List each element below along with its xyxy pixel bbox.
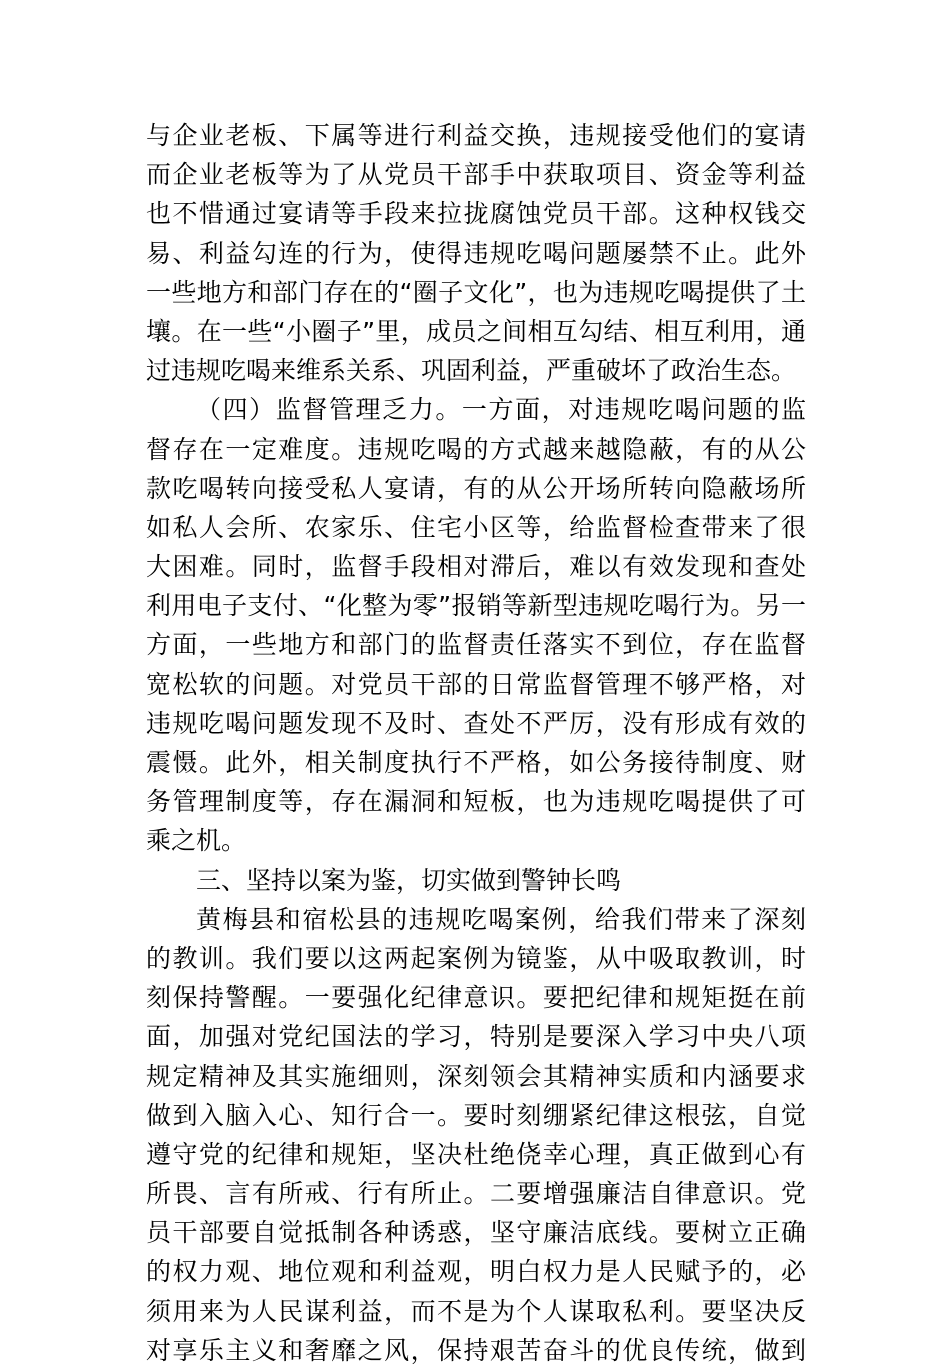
text-line: 与企业老板、下属等进行利益交换，违规接受他们的宴请 (146, 121, 806, 150)
text-line: 员干部要自觉抵制各种诱惑，坚守廉洁底线。要树立正确 (146, 1218, 806, 1248)
text-line: 规定精神及其实施细则，深刻领会其精神实质和内涵要求 (146, 1061, 806, 1091)
text-line: 面，加强对党纪国法的学习，特别是要深入学习中央八项 (146, 1022, 806, 1052)
text-line: 督存在一定难度。违规吃喝的方式越来越隐蔽，有的从公 (146, 434, 806, 464)
text-line: 方面，一些地方和部门的监督责任落实不到位，存在监督 (146, 630, 806, 660)
text-line: 震慑。此外，相关制度执行不严格，如公务接待制度、财 (146, 748, 806, 777)
text-line: 所畏、言有所戒、行有所止。二要增强廉洁自律意识。党 (146, 1179, 806, 1209)
text-line: 须用来为人民谋利益，而不是为个人谋取私利。要坚决反 (146, 1296, 806, 1326)
text-line: 遵守党的纪律和规矩，坚决杜绝侥幸心理，真正做到心有 (146, 1139, 806, 1169)
text-line: 过违规吃喝来维系关系、巩固利益，严重破坏了政治生态。 (146, 356, 797, 386)
text-line: 黄梅县和宿松县的违规吃喝案例，给我们带来了深刻 (196, 904, 806, 934)
text-line: 也不惜通过宴请等手段来拉拢腐蚀党员干部。这种权钱交 (146, 199, 806, 229)
text-line: 而企业老板等为了从党员干部手中获取项目、资金等利益 (146, 160, 806, 190)
text-line: 违规吃喝问题发现不及时、查处不严厉，没有形成有效的 (146, 708, 806, 738)
text-line: 易、利益勾连的行为，使得违规吃喝问题屡禁不止。此外 (146, 238, 806, 268)
section-heading-supervision: （四）监督管理乏力。一方面，对违规吃喝问题的监 (196, 395, 806, 425)
text-line: 大困难。同时，监督手段相对滞后，难以有效发现和查处 (146, 552, 806, 582)
text-line: 乘之机。 (146, 826, 247, 856)
body-text (146, 116, 806, 1370)
text-line: 务管理制度等，存在漏洞和短板，也为违规吃喝提供了可 (146, 787, 806, 817)
section-heading-three: 三、坚持以案为鉴，切实做到警钟长鸣 (196, 865, 622, 895)
text-line: 如私人会所、农家乐、住宅小区等，给监督检查带来了很 (146, 512, 806, 542)
text-line: 做到入脑入心、知行合一。要时刻绷紧纪律这根弦，自觉 (146, 1100, 806, 1130)
text-line: 的权力观、地位观和利益观，明白权力是人民赋予的，必 (146, 1257, 806, 1287)
text-line: 利用电子支付、“化整为零”报销等新型违规吃喝行为。另一 (146, 591, 806, 621)
text-line: 一些地方和部门存在的“圈子文化”，也为违规吃喝提供了土 (146, 277, 806, 307)
text-line: 款吃喝转向接受私人宴请，有的从公开场所转向隐蔽场所 (146, 473, 806, 503)
text-line: 的教训。我们要以这两起案例为镜鉴，从中吸取教训，时 (146, 943, 806, 973)
text-line: 宽松软的问题。对党员干部的日常监督管理不够严格，对 (146, 669, 806, 699)
text-line: 刻保持警醒。一要强化纪律意识。要把纪律和规矩挺在前 (146, 983, 806, 1013)
text-line: 对享乐主义和奢靡之风，保持艰苦奋斗的优良传统，做到 (146, 1335, 806, 1365)
text-line: 壤。在一些“小圈子”里，成员之间相互勾结、相互利用，通 (146, 316, 806, 346)
